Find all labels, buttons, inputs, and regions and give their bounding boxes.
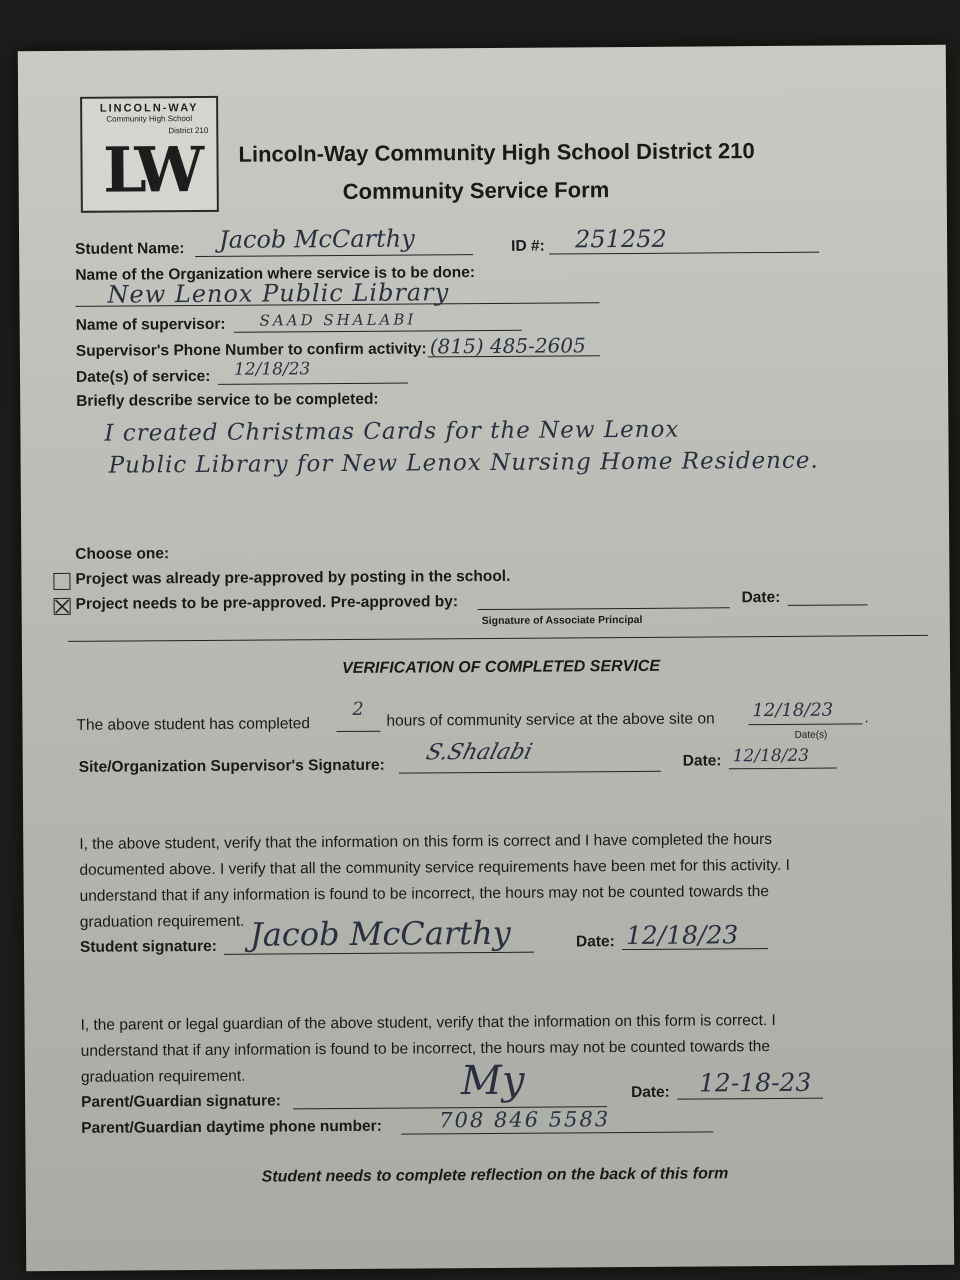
supervisor-value: SAAD SHALABI — [259, 310, 417, 330]
student-statement-line4: graduation requirement. — [79, 912, 245, 931]
describe-line1: I created Christmas Cards for the New Lenox — [104, 416, 680, 447]
student-name-label: Student Name: — [75, 240, 185, 258]
dates-caption: Date(s) — [794, 729, 828, 741]
signature-caption: Signature of Associate Principal — [481, 613, 643, 628]
supervisor-label: Name of supervisor: — [75, 315, 226, 334]
id-value: 251252 — [574, 224, 667, 254]
org-value: New Lenox Public Library — [107, 278, 450, 309]
student-date-label: Date: — [575, 933, 615, 951]
preapproval-date-label: Date: — [741, 588, 781, 607]
site-date-value: 12/18/23 — [752, 699, 834, 722]
phone-label: Supervisor's Phone Number to confirm activity: — [75, 340, 427, 360]
logo-line2: Community High School — [106, 114, 193, 124]
logo-line3: District 210 — [168, 125, 209, 136]
option2-checkbox[interactable] — [54, 598, 71, 615]
completed-prefix: The above student has completed — [76, 715, 311, 734]
parent-sig-label: Parent/Guardian signature: — [81, 1092, 281, 1111]
verification-heading: VERIFICATION OF COMPLETED SERVICE — [342, 657, 661, 678]
student-statement-line2: documented above. I verify that all the community service requirements have been met for this activity. I — [79, 856, 790, 879]
parent-statement-line2: understand that if any information is found to be incorrect, the hours may not be counted towards the — [80, 1038, 771, 1060]
option1-label: Project was already pre-approved by posting in the school. — [75, 567, 511, 588]
student-name-value: Jacob McCarthy — [218, 224, 415, 254]
parent-statement-line1: I, the parent or legal guardian of the above student, verify that the information on this form is correct. I — [80, 1011, 776, 1034]
form-paper: LINCOLN-WAY Community High School District 210 LW Lincoln-Way Community High School District 210 Community Service Form Student Name: Jacob McCarthy ID #: 251252 Name of the Organization where service is to be done: New Lenox Public Library Name of supervisor: SAAD SHALABI Supervisor's Phone Number to confirm activity: (815) 485-2605 Date(s) of service: 12/18/23 Briefly describe service to be completed: I created Christmas Cards for the New Lenox Public Library for New Lenox Nursing Home Residence. Choose one: Project was already pre-approved by posting in the school. Project needs to be pre-approved. Pre-approved by: Date: Signature of Associate Principal VERIFICATION OF COMPLETED SERVICE The above student has completed 2 hours of community service at the above site on 12/18/23 . Date(s) Site/Organization Supervisor's Signature: S.Shalabi Date: 12/18/23 I, the above student, verify that the information on this form is correct and I have completed the hours documented above. I verify that all the community service requirements have been met for this activity. I understand that if any information is found to be incorrect, the hours may not be counted towards the graduation requirement. Student signature: Jacob McCarthy Date: 12/18/23 I, the parent or legal guardian of the above student, verify that the information on this form is correct. I understand that if any information is found to be incorrect, the hours may not be counted towards the graduation requirement. Parent/Guardian signature: My Date: 12-18-23 Parent/Guardian daytime phone number: 708 846 5583 Student needs to complete reflection on the back of this form — [18, 45, 954, 1271]
check-x-icon — [55, 599, 70, 614]
parent-phone-value: 708 846 5583 — [439, 1107, 611, 1133]
logo-line1: LINCOLN-WAY — [99, 101, 199, 115]
footer-note: Student needs to complete reflection on the back of this form — [261, 1165, 729, 1186]
parent-sig-value: My — [460, 1057, 525, 1105]
student-sig-value: Jacob McCarthy — [249, 913, 511, 954]
form-title: Lincoln-Way Community High School District 210 — [238, 138, 755, 167]
student-date-value: 12/18/23 — [625, 920, 739, 951]
parent-date-value: 12-18-23 — [698, 1067, 812, 1098]
choose-label: Choose one: — [75, 545, 170, 563]
org-label: Name of the Organization where service is to be done: — [75, 264, 476, 284]
parent-date-label: Date: — [630, 1083, 670, 1101]
parent-phone-label: Parent/Guardian daytime phone number: — [81, 1117, 382, 1137]
dates-label: Date(s) of service: — [75, 367, 211, 386]
form-subtitle: Community Service Form — [342, 177, 610, 204]
school-logo — [80, 96, 219, 213]
describe-label: Briefly describe service to be completed: — [76, 390, 379, 410]
student-statement-line1: I, the above student, verify that the information on this form is correct and I have completed the hours — [79, 831, 773, 853]
logo-mark: LW — [102, 133, 197, 207]
supervisor-date-value: 12/18/23 — [732, 745, 810, 767]
completed-middle: hours of community service at the above site on — [386, 710, 715, 730]
hours-value: 2 — [352, 698, 364, 720]
id-label: ID #: — [511, 237, 545, 255]
student-sig-label: Student signature: — [79, 937, 217, 956]
parent-statement-line3: graduation requirement. — [80, 1067, 246, 1086]
option1-checkbox[interactable] — [53, 573, 70, 590]
supervisor-date-label: Date: — [682, 752, 722, 770]
supervisor-sig-label: Site/Organization Supervisor's Signature: — [78, 756, 385, 776]
describe-line2: Public Library for New Lenox Nursing Home Residence. — [108, 447, 819, 479]
option2-label: Project needs to be pre-approved. Pre-approved by: — [75, 593, 459, 613]
supervisor-sig-value: S.Shalabi — [423, 739, 535, 766]
section-divider — [68, 635, 928, 642]
dates-value: 12/18/23 — [233, 359, 311, 380]
phone-value: (815) 485-2605 — [429, 333, 586, 359]
student-statement-line3: understand that if any information is found to be incorrect, the hours may not be counted towards the — [79, 883, 769, 905]
